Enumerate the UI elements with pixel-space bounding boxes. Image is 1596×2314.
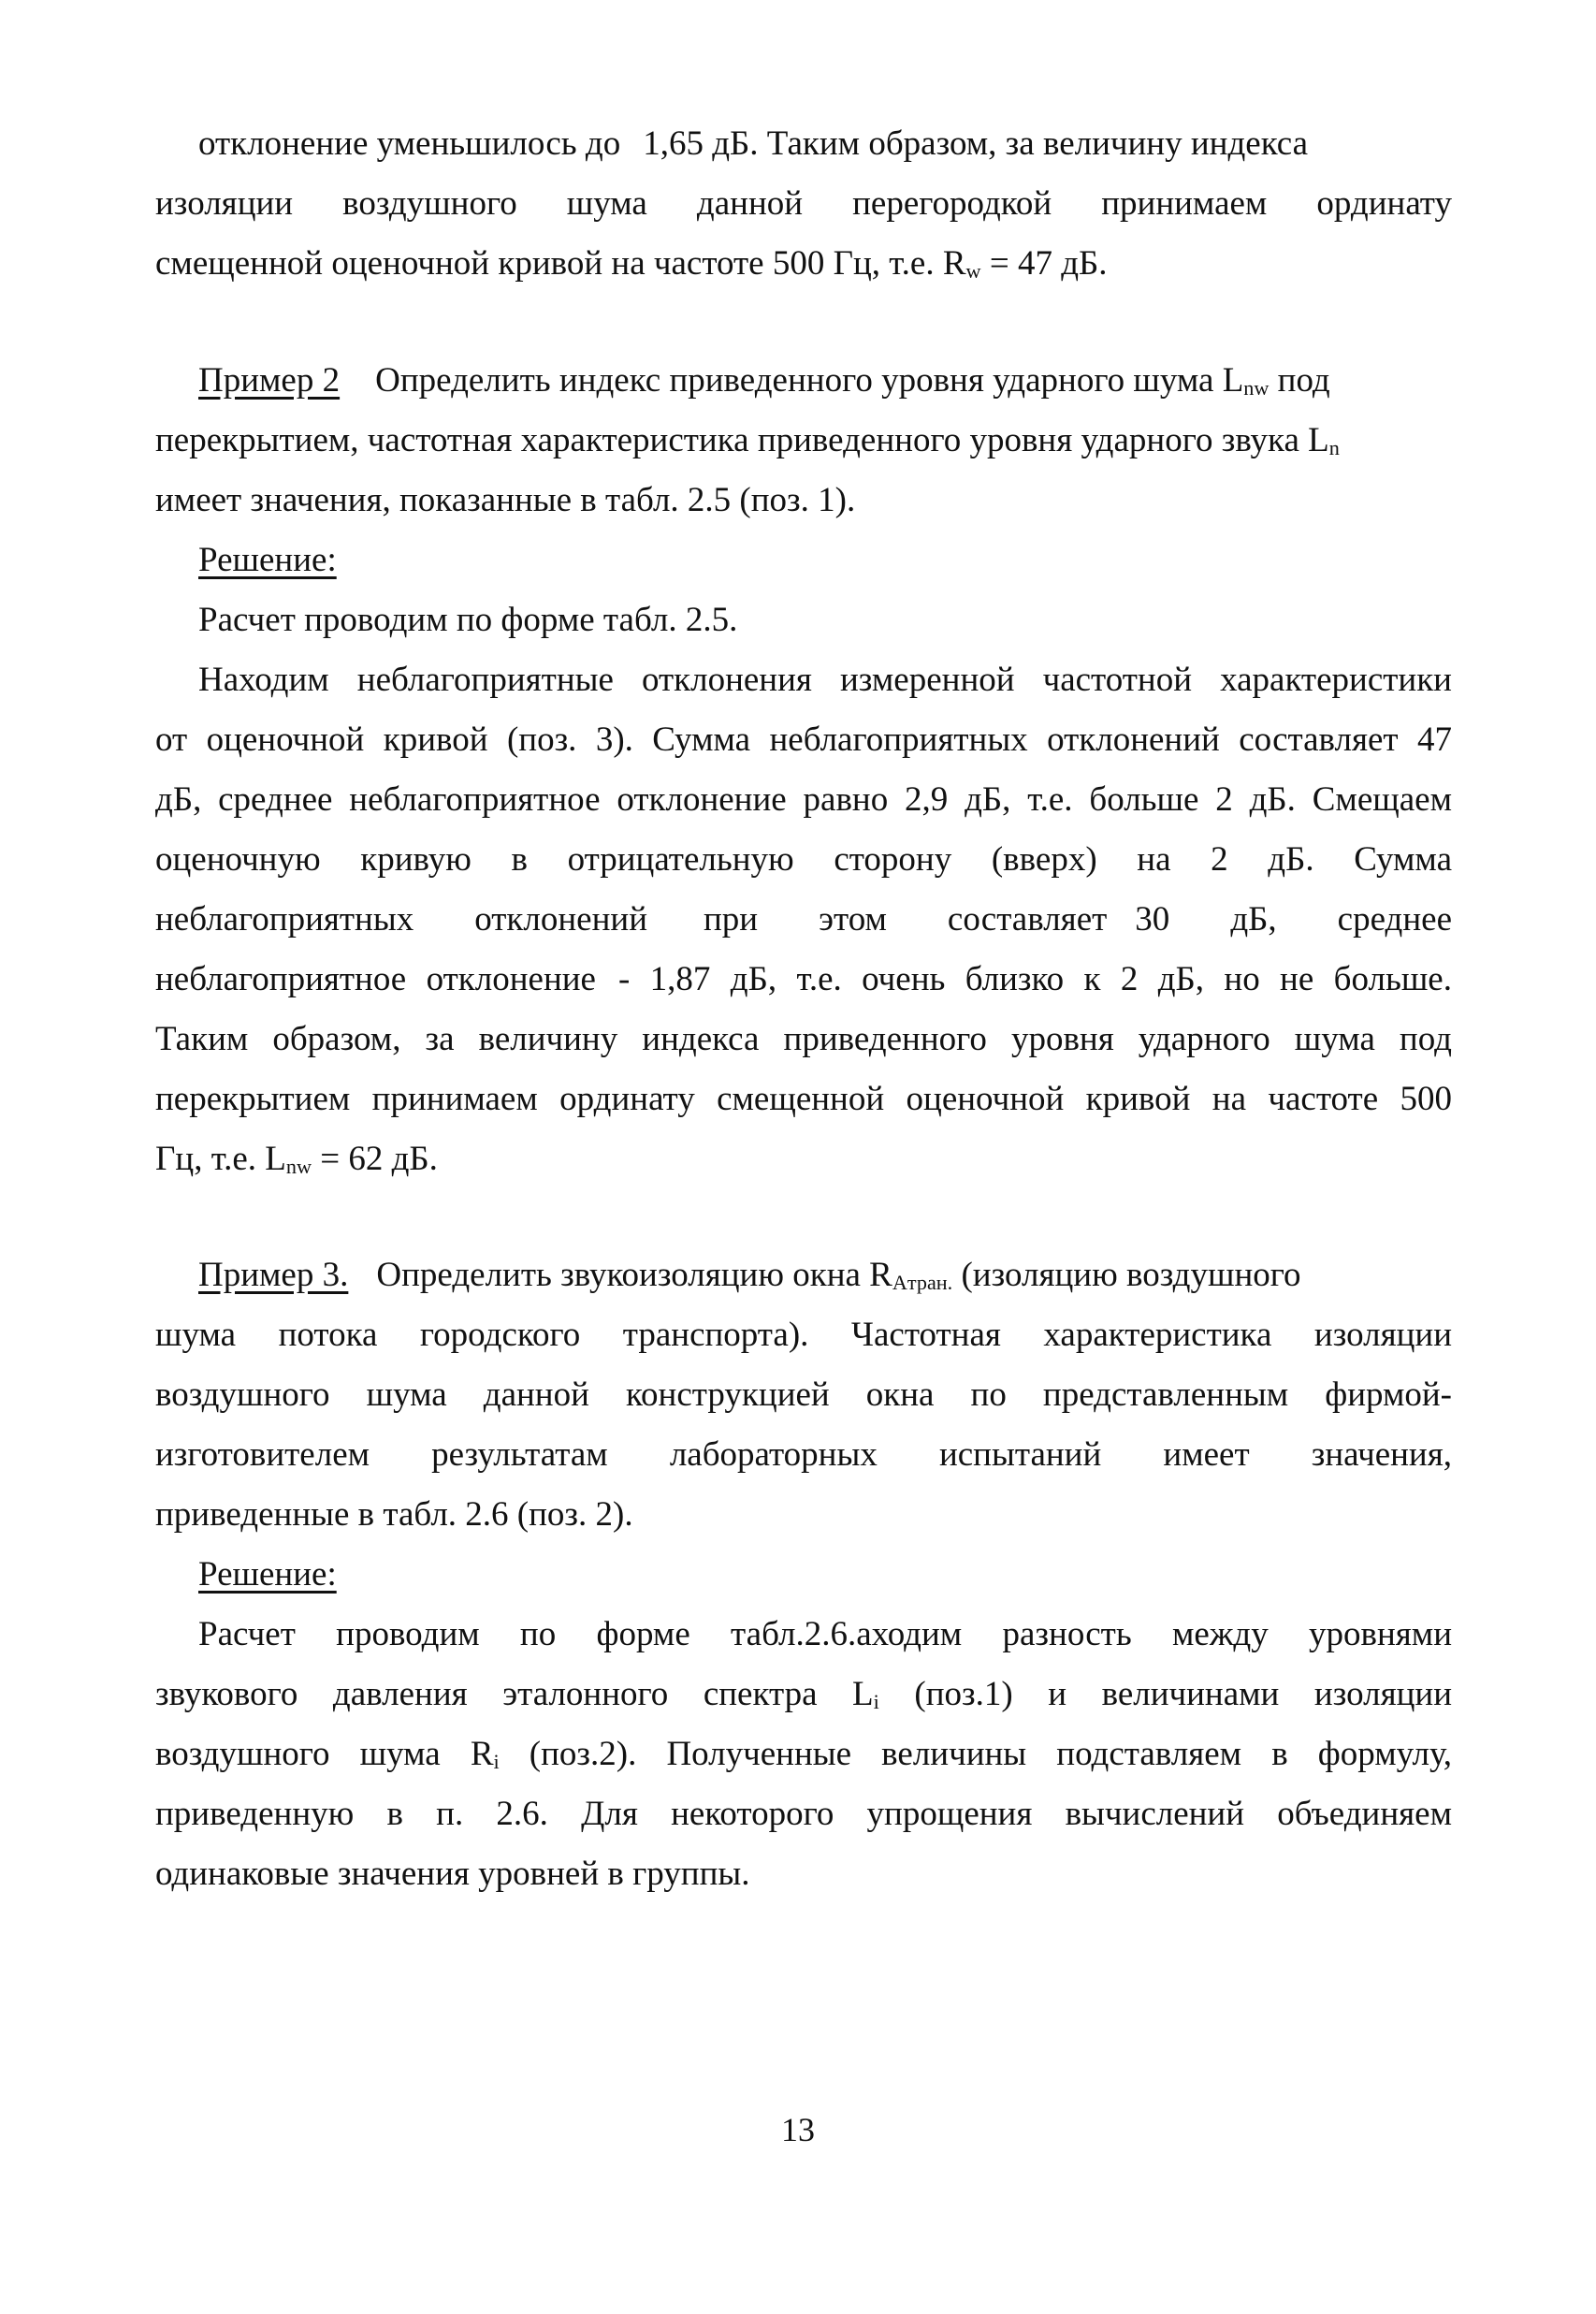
page-number: 13 — [781, 2111, 815, 2148]
subscript: nw — [1243, 376, 1270, 400]
paragraph-1-line-2: изоляции воздушного шума данной перегородкой принимаем ординату — [155, 184, 1452, 223]
text-segment: 1,65 дБ. Таким образом, за величину индекса — [643, 124, 1309, 163]
example-3-line-5: приведенные в табл. 2.6 (поз. 2). — [155, 1495, 633, 1534]
text-segment: звукового давления эталонного спектра L — [155, 1675, 874, 1713]
example-3-line-8 — [155, 1674, 1452, 1715]
solution-label: Решение: — [198, 1555, 337, 1594]
example-2-line-11 — [155, 959, 1452, 1000]
example-2-line-7: от оценочной кривой (поз. 3). Сумма неблагоприятных отклонений составляет 47 — [155, 720, 1452, 759]
example-2-line-1 — [198, 360, 1452, 401]
example-2-line-14 — [155, 1139, 1452, 1180]
text-segment: под — [1269, 361, 1330, 400]
text-segment: при этом составляет — [704, 900, 1108, 939]
text-segment: перекрытием, частотная характеристика приведенного уровня ударного звука L — [155, 421, 1329, 459]
text-segment: отклонение уменьшилось до — [198, 124, 621, 163]
text-segment: смещенной оценочной кривой на частоте 500 Гц, т.е. R — [155, 244, 966, 283]
text-segment: (поз.2). Полученные величины подставляем в формулу, — [499, 1735, 1452, 1773]
text-segment: неблагоприятное отклонение — [155, 960, 596, 998]
text-segment: Определить индекс приведенного уровня ударного шума L — [375, 361, 1244, 400]
paragraph-1-line-3 — [155, 243, 1452, 284]
example-3-line-11: одинаковые значения уровней в группы. — [155, 1855, 750, 1893]
subscript: i — [873, 1690, 879, 1713]
example-3-label: Пример 3. — [198, 1256, 349, 1294]
text-segment: = 62 дБ. — [311, 1140, 438, 1178]
example-2-label: Пример 2 — [198, 361, 341, 400]
text-segment: Гц, т.е. L — [155, 1140, 286, 1178]
example-2-line-2 — [155, 420, 1452, 461]
example-3-line-4: изготовителем результатам лабораторных испытаний имеет значения, — [155, 1435, 1452, 1474]
example-3-line-1 — [198, 1255, 1452, 1296]
subscript: Aтран. — [892, 1271, 953, 1294]
example-2-line-12: Таким образом, за величину индекса приведенного уровня ударного шума под — [155, 1020, 1452, 1058]
example-2-line-6: Находим неблагоприятные отклонения измеренной частотной характеристики — [198, 661, 1452, 699]
paragraph-1-line-1 — [198, 124, 1452, 165]
example-3-line-10: приведенную в п. 2.6. Для некоторого упрощения вычислений объединяем — [155, 1795, 1452, 1833]
example-2-line-3: имеет значения, показанные в табл. 2.5 (поз. 1). — [155, 481, 856, 519]
subscript: i — [493, 1750, 500, 1773]
text-segment: неблагоприятных отклонений — [155, 900, 647, 939]
text-segment: (поз.1) и величинами изоляции — [878, 1675, 1452, 1713]
subscript: w — [965, 259, 981, 283]
example-3-line-9 — [155, 1734, 1452, 1775]
example-2-line-10 — [155, 899, 1452, 940]
text-segment: 30 дБ, среднее — [1135, 900, 1452, 939]
text-segment: воздушного шума R — [155, 1735, 494, 1773]
example-3-line-2: шума потока городского транспорта). Частотная характеристика изоляции — [155, 1316, 1452, 1354]
subscript: n — [1328, 436, 1340, 459]
example-3-solution-label — [198, 1554, 1452, 1595]
text-segment: Определить звукоизоляцию окна R — [376, 1256, 892, 1294]
example-3-line-7: Расчет проводим по форме табл.2.6.аходим разность между уровнями — [198, 1615, 1452, 1653]
text-segment: (изоляцию воздушного — [952, 1256, 1301, 1294]
example-2-line-5: Расчет проводим по форме табл. 2.5. — [198, 601, 738, 639]
example-3-line-3: воздушного шума данной конструкцией окна по представленным фирмой- — [155, 1375, 1452, 1414]
text-segment: - 1,87 дБ, т.е. очень близко к 2 дБ, но не больше. — [617, 960, 1452, 998]
subscript: nw — [285, 1155, 312, 1178]
example-2-line-8: дБ, среднее неблагоприятное отклонение равно 2,9 дБ, т.е. больше 2 дБ. Смещаем — [155, 780, 1452, 819]
text-segment: = 47 дБ. — [980, 244, 1108, 283]
example-2-line-13: перекрытием принимаем ординату смещенной оценочной кривой на частоте 500 — [155, 1080, 1452, 1118]
example-2-solution-label — [198, 540, 1452, 581]
example-2-line-9: оценочную кривую в отрицательную сторону (вверх) на 2 дБ. Сумма — [155, 840, 1452, 879]
solution-label: Решение: — [198, 541, 337, 579]
